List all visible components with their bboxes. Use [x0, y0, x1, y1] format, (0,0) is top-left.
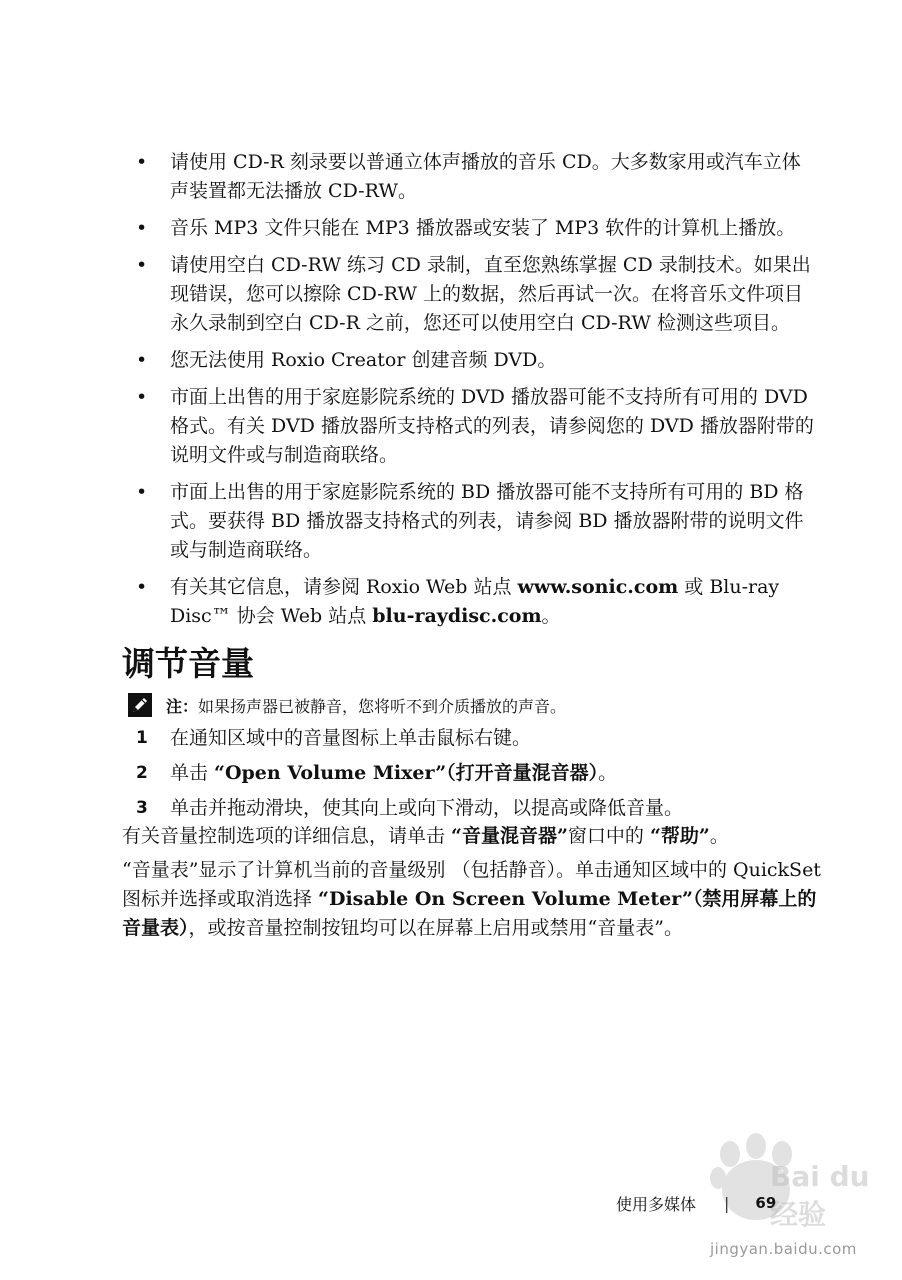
steps-list [128, 724, 828, 829]
tips-list [128, 148, 818, 639]
watermark-url: jingyan.baidu.com [710, 1240, 857, 1258]
step-item: 3 单击并拖动滑块，使其向上或向下滑动，以提高或降低音量。 [128, 794, 828, 823]
section-heading: 调节音量 [122, 644, 254, 683]
pencil-note-icon [128, 693, 152, 717]
step-number: 3 [136, 798, 148, 818]
watermark-brand: Bai du 经验 [770, 1160, 870, 1231]
list-item: • 您无法使用 Roxio Creator 创建音频 DVD。 [128, 346, 818, 375]
bullet-icon: • [136, 151, 148, 173]
bullet-icon: • [136, 576, 148, 598]
list-item: • 有关其它信息，请参阅 Roxio Web 站点 www.sonic.com 或 Blu-ray Disc™ 协会 Web 站点 blu-raydisc.com。 [128, 573, 818, 631]
step-number: 1 [136, 728, 148, 748]
step-item: 1 在通知区域中的音量图标上单击鼠标右键。 [128, 724, 828, 753]
bluray-url-link[interactable]: blu-raydisc.com [372, 605, 542, 627]
ui-term: “帮助” [649, 825, 710, 847]
body-paragraph: “音量表”显示了计算机当前的音量级别 （包括静音）。单击通知区域中的 QuickSet 图标并选择或取消选择 “Disable On Screen Volume Meter”（禁用屏幕上的音量表），或按音量控制按钮均可以在屏幕上启用或禁用“音量表”。 [122, 859, 821, 939]
step-item: 2 单击 “Open Volume Mixer”（打开音量混音器）。 [128, 759, 828, 788]
list-item: • 请使用 CD-R 刻录要以普通立体声播放的音乐 CD。大多数家用或汽车立体声装置都无法播放 CD-RW。 [128, 148, 818, 206]
page-number: 69 [755, 1194, 777, 1212]
ui-term: “Disable On Screen Volume Meter”（禁用屏幕上的音量表） [122, 888, 817, 939]
list-item: • 请使用空白 CD-RW 练习 CD 录制，直至您熟练掌握 CD 录制技术。如果出现错误，您可以擦除 CD-RW 上的数据，然后再试一次。在将音乐文件项目永久录制到空白 CD-R 之前，您还可以使用空白 CD-RW 检测这些项目。 [128, 251, 818, 338]
body-paragraph: 有关音量控制选项的详细信息，请单击 “音量混音器”窗口中的 “帮助”。 [122, 825, 729, 847]
step-number: 2 [136, 763, 148, 783]
bullet-icon: • [136, 349, 148, 371]
list-item: • 市面上出售的用于家庭影院系统的 BD 播放器可能不支持所有可用的 BD 格式。要获得 BD 播放器支持格式的列表，请参阅 BD 播放器附带的说明文件或与制造商联络。 [128, 478, 818, 565]
footer-section-title: 使用多媒体 [616, 1194, 697, 1214]
footer-separator: | [724, 1193, 730, 1213]
bullet-icon: • [136, 254, 148, 276]
bullet-icon: • [136, 481, 148, 503]
bullet-icon: • [136, 217, 148, 239]
page-footer [616, 1190, 776, 1216]
note-callout [128, 692, 566, 718]
note-label: 注： [166, 696, 199, 716]
ui-term: “音量混音器” [451, 825, 568, 847]
note-text: 如果扬声器已被静音，您将听不到介质播放的声音。 [198, 696, 567, 716]
roxio-url-link[interactable]: www.sonic.com [517, 576, 679, 598]
list-item: • 市面上出售的用于家庭影院系统的 DVD 播放器可能不支持所有可用的 DVD 格式。有关 DVD 播放器所支持格式的列表，请参阅您的 DVD 播放器附带的说明文件或与制造商联络。 [128, 383, 818, 470]
bullet-icon: • [136, 386, 148, 408]
list-item: • 音乐 MP3 文件只能在 MP3 播放器或安装了 MP3 软件的计算机上播放。 [128, 214, 818, 243]
menu-option-name: “Open Volume Mixer”（打开音量混音器） [214, 762, 599, 784]
